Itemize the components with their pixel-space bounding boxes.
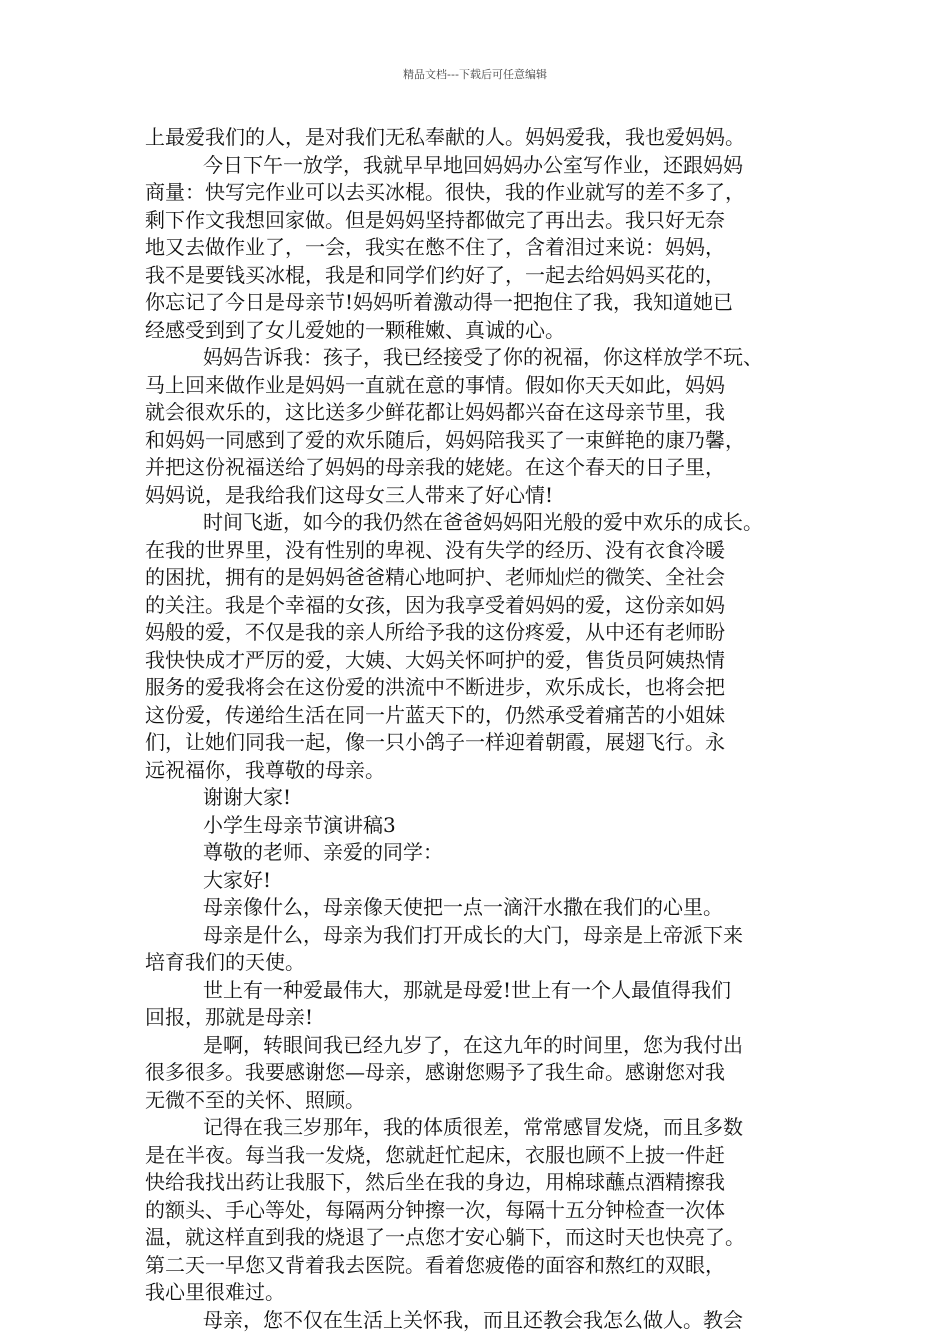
text-line: 经感受到到了女儿爱她的一颗稚嫩、真诚的心。 bbox=[145, 317, 565, 342]
text-line: 培育我们的天使。 bbox=[145, 950, 305, 974]
text-line: 马上回来做作业是妈妈一直就在意的事情。假如你天天如此，妈妈 bbox=[145, 372, 725, 397]
text-line: 母亲是什么，母亲为我们打开成长的大门，母亲是上帝派下来 bbox=[203, 922, 743, 947]
text-line: 是啊，转眼间我已经九岁了，在这九年的时间里，您为我付出 bbox=[203, 1032, 743, 1057]
text-line: 世上有一种爱最伟大，那就是母爱!世上有一个人最值得我们 bbox=[203, 977, 732, 1002]
text-line: 今日下午一放学，我就早早地回妈妈办公室写作业，还跟妈妈 bbox=[203, 152, 743, 177]
text-line: 无微不至的关怀、照顾。 bbox=[145, 1087, 365, 1112]
text-line: 们，让她们同我一起，像一只小鸽子一样迎着朝霞，展翅飞行。永 bbox=[145, 730, 725, 754]
text-line: 就会很欢乐的，这比送多少鲜花都让妈妈都兴奋在这母亲节里，我 bbox=[145, 400, 725, 424]
text-line: 商量：快写完作业可以去买冰棍。很快，我的作业就写的差不多了， bbox=[145, 180, 745, 204]
text-line: 的困扰，拥有的是妈妈爸爸精心地呵护、老师灿烂的微笑、全社会 bbox=[145, 565, 725, 589]
text-line: 回报，那就是母亲! bbox=[145, 1005, 314, 1029]
text-line: 我快快成才严厉的爱，大姨、大妈关怀呵护的爱，售货员阿姨热情 bbox=[145, 647, 725, 672]
text-line: 远祝福你，我尊敬的母亲。 bbox=[145, 757, 385, 782]
text-line: 妈妈说，是我给我们这母女三人带来了好心情! bbox=[145, 482, 554, 507]
text-line: 剩下作文我想回家做。但是妈妈坚持都做完了再出去。我只好无奈 bbox=[145, 207, 725, 232]
text-line: 尊敬的老师、亲爱的同学： bbox=[203, 840, 443, 864]
text-line: 你忘记了今日是母亲节!妈妈听着激动得一把抱住了我，我知道她已 bbox=[145, 290, 734, 314]
page-header: 精品文档---下载后可任意编辑 bbox=[403, 68, 547, 81]
text-line: 第二天一早您又背着我去医院。看着您疲倦的面容和熬红的双眼， bbox=[145, 1252, 725, 1277]
text-line: 的关注。我是个幸福的女孩，因为我享受着妈妈的爱，这份亲如妈 bbox=[145, 592, 725, 617]
text-line: 是在半夜。每当我一发烧，您就赶忙起床，衣服也顾不上披一件赶 bbox=[145, 1142, 725, 1167]
text-line: 上最爱我们的人，是对我们无私奉献的人。妈妈爱我，我也爱妈妈。 bbox=[145, 125, 745, 149]
text-line: 妈妈告诉我：孩子，我已经接受了你的祝福，你这样放学不玩、 bbox=[203, 345, 763, 369]
text-line: 温，就这样直到我的烧退了一点您才安心躺下，而这时天也快亮了。 bbox=[145, 1225, 745, 1249]
text-line: 服务的爱我将会在这份爱的洪流中不断进步，欢乐成长，也将会把 bbox=[145, 675, 725, 699]
text-line: 和妈妈一同感到了爱的欢乐随后，妈妈陪我买了一束鲜艳的康乃馨， bbox=[145, 427, 745, 452]
text-line: 记得在我三岁那年，我的体质很差，常常感冒发烧，而且多数 bbox=[203, 1115, 743, 1139]
text-line: 小学生母亲节演讲稿3 bbox=[203, 812, 396, 837]
text-line: 谢谢大家! bbox=[203, 785, 292, 809]
text-line: 母亲像什么，母亲像天使把一点一滴汗水撒在我们的心里。 bbox=[203, 895, 723, 919]
text-line: 地又去做作业了，一会，我实在憋不住了，含着泪过来说：妈妈， bbox=[145, 235, 725, 259]
text-line: 并把这份祝福送给了妈妈的母亲我的姥姥。在这个春天的日子里， bbox=[145, 455, 725, 479]
text-line: 快给我找出药让我服下，然后坐在我的身边，用棉球蘸点酒精擦我 bbox=[145, 1170, 725, 1194]
document-body bbox=[145, 124, 825, 1334]
text-line: 的额头、手心等处，每隔两分钟擦一次，每隔十五分钟检查一次体 bbox=[145, 1197, 725, 1222]
text-line: 时间飞逝，如今的我仍然在爸爸妈妈阳光般的爱中欢乐的成长。 bbox=[203, 510, 763, 534]
text-line: 我心里很难过。 bbox=[145, 1280, 285, 1304]
text-line: 大家好! bbox=[203, 867, 272, 892]
text-line: 母亲，您不仅在生活上关怀我，而且还教会我怎么做人。教会 bbox=[203, 1307, 743, 1332]
text-line: 很多很多。我要感谢您—母亲，感谢您赐予了我生命。感谢您对我 bbox=[145, 1060, 725, 1084]
text-line: 妈般的爱，不仅是我的亲人所给予我的这份疼爱，从中还有老师盼 bbox=[145, 620, 725, 644]
text-line: 这份爱，传递给生活在同一片蓝天下的，仍然承受着痛苦的小姐妹 bbox=[145, 702, 725, 727]
text-line: 我不是要钱买冰棍，我是和同学们约好了，一起去给妈妈买花的， bbox=[145, 262, 725, 287]
text-line: 在我的世界里，没有性别的卑视、没有失学的经历、没有衣食冷暖 bbox=[145, 537, 725, 562]
